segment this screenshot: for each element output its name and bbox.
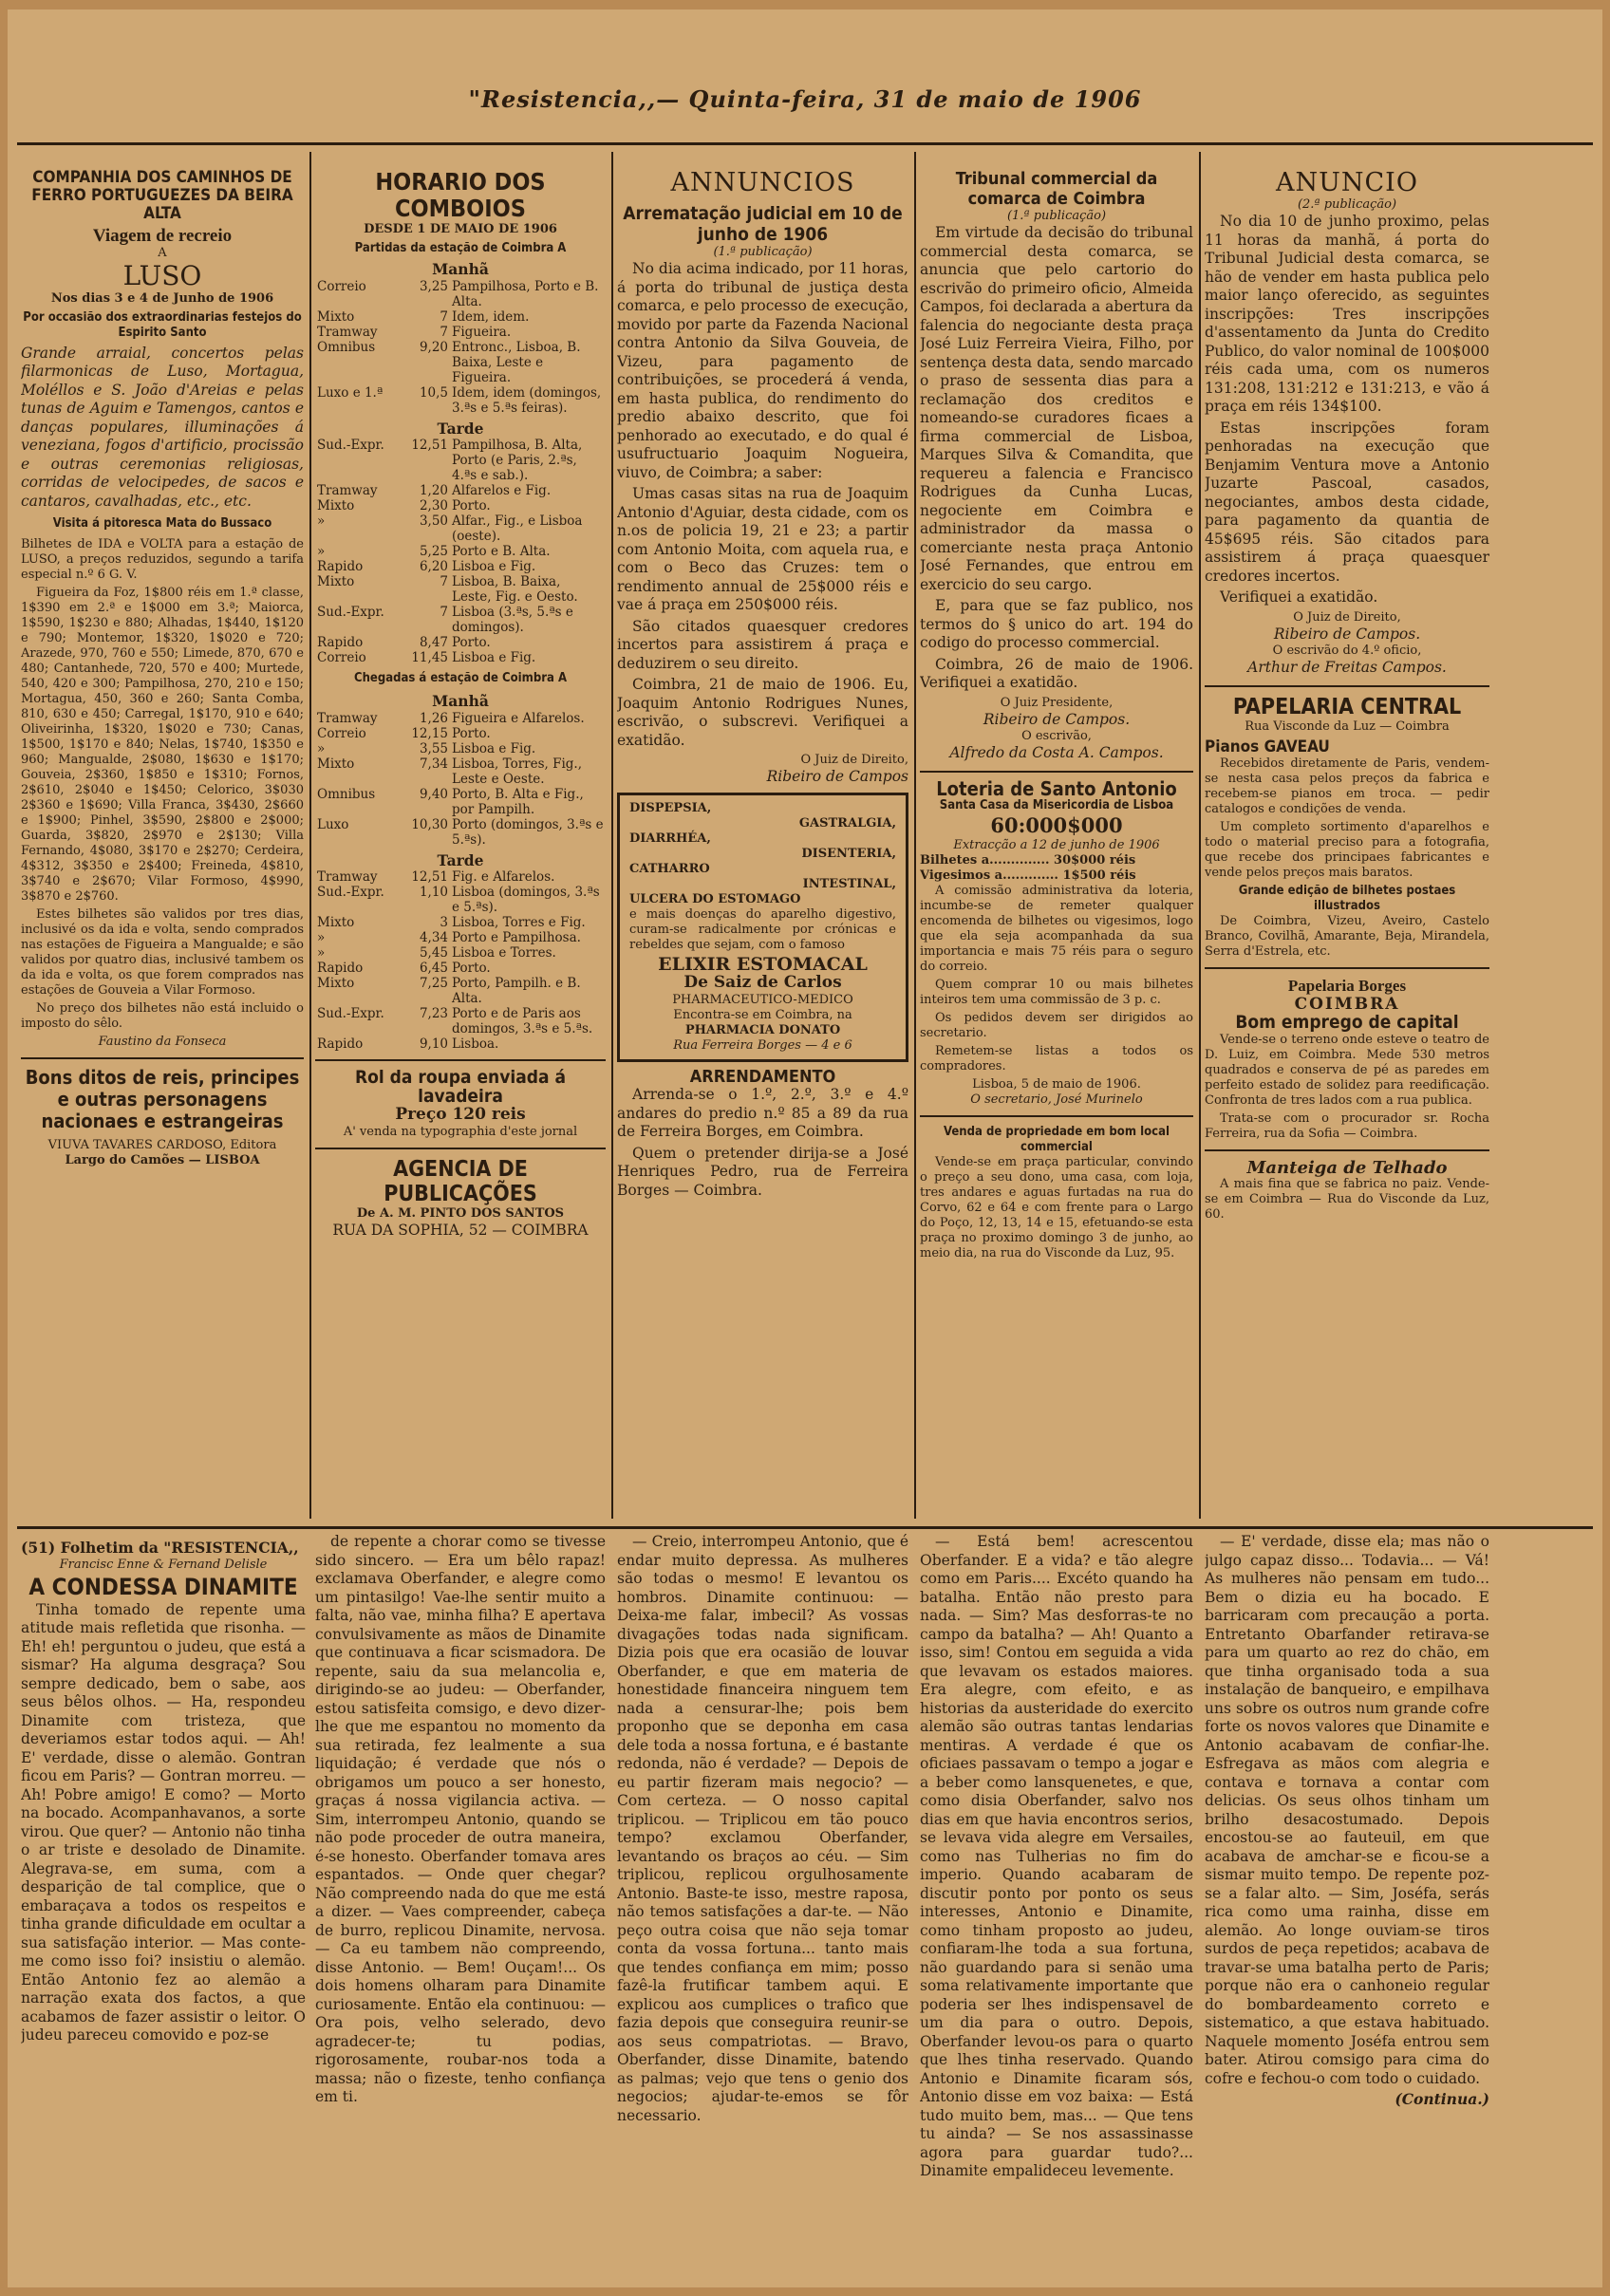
feuilleton-text-1: Tinha tomado de repente uma atitude mais refletida que risonha. — Eh! eh! perguntou o judeu, que está a sismar? Ha alguma desgraça? Sou sempre dedicado, bem o sabe, aos seus bêlos olhos. — Ha, respondeu Dinamite com tristeza, que deveriamos estar todos aqui. — Ah! E' verdade, disse o alemão. Gontran ficou em Paris? — Gontran morreu. — Ah! Pobre amigo! E como? — Morto na bocado. Acompanhavanos, a sorte virou. Que quer? — Antonio não tinha o ar triste e desolado de Dinamite. Alegrava-se, em suma, com a desparição de tal complice, que o embaraçava a todos os respeitos e tinha grande dificuldade em ocultar a sua satisfação interior. — Mas conte-me como isso foi? insistiu o alemão. Então Antonio fez ao alemão a narração exata dos factos, a que acabamos de fazer assistir o leitor. O judeu pareceu comovido e poz-se	[21, 1600, 306, 2044]
schedule-row	[315, 711, 606, 726]
feuilleton-text-3: — Creio, interrompeu Antonio, que é endar muito depressa. As mulheres são todas o mesmo! E levantou os hombros. Dinamite continuou: — Deixa-me falar, imbecil? As vossas divagações todas nada significam. Dizia pois que era ocasião de louvar Oberfander, e que em materia de honestidade financeira ninguem tem nada a censurar-lhe; pois bem proponho que se deponha em casa dele toda a nossa fortuna, e é bastante redonda, não é verdade? — Depois de eu partir fizeram mais negocio? — Com certeza. — O nosso capital triplicou. — Triplicou em tão pouco tempo? exclamou Oberfander, levantando os braços ao céu. — Sim triplicou, replicou orgulhosamente Antonio. Baste-te isso, mestre raposa, não temos satisfações a dar-te. — Não peço outra coisa que não seja tomar conta da vossa fortuna... tanto mais que tendes confiança em mim; posso fazê-la frutificar tambem aqui. E explicou aos cumplices o trafico que fazia depois que conseguira reunir-se aos seus compatriotas. — Bravo, Oberfander, disse Dinamite, batendo as palmas; vejo que tens o genio dos negocios; ajudar-te-emos se fôr necessario.	[617, 1533, 908, 2124]
auction-text-1: No dia acima indicado, por 11 horas, á porta do tribunal de justiça desta comarca, e pelo processo de execução, movido por parte da Fazenda Nacional contra Antonio da Silva Gouveia, de Vizeu, para pagamento de contribuições, se procederá á venda, em hasta publica, do rendimento do predio abaixo descrito, que foi penhorado ao executado, e do qual é usufructuario Joaquim Nogueira, viuvo, de Coimbra; a saber:	[617, 260, 908, 481]
shop-address: Rua Visconde da Luz — Coimbra	[1245, 719, 1450, 734]
train-type: Rapido	[317, 1036, 364, 1052]
ticket-info: Bilhetes de IDA e VOLTA para a estação de LUSO, a preços reduzidos, segundo a tarifa especial n.º 6 G. V.	[21, 537, 304, 582]
train-time: 3	[440, 915, 448, 930]
ailment-list	[629, 801, 896, 907]
train-time: 7,34	[419, 756, 448, 772]
trip-title: Viagem de recreio	[92, 226, 233, 246]
train-time: 1,10	[419, 885, 448, 900]
train-type: Mixto	[317, 574, 355, 589]
schedule-row	[315, 325, 606, 340]
train-type: Mixto	[317, 756, 355, 772]
ailment-line: CATHARRO	[629, 861, 710, 876]
train-route: Porto.	[452, 725, 491, 741]
ailment-line: INTESTINAL,	[802, 876, 896, 891]
bussaco-visit: Visita á pitoresca Mata do Bussaco	[52, 516, 272, 531]
schedule-row	[315, 976, 606, 1006]
schedule-row	[315, 869, 606, 885]
announcements-title: ANNUNCIOS	[670, 169, 855, 197]
lottery-title: Loteria de Santo Antonio	[936, 776, 1177, 800]
train-time: 8,47	[419, 635, 448, 650]
schedule-row	[315, 650, 606, 665]
court-pub: (1.ª publicação)	[1006, 209, 1107, 223]
train-time: 3,55	[419, 740, 448, 756]
court-text-2: E, para que se faz publico, nos termos do § unico do art. 194 do codigo do processo commercial.	[920, 597, 1193, 651]
company-name: COMPANHIA DOS CAMINHOS DE FERRO PORTUGUEZES DA BEIRA ALTA	[31, 169, 293, 223]
train-time: 1,20	[419, 483, 448, 498]
schedule-row	[315, 483, 606, 498]
book-title: Bons ditos de reis, principes e outras personagens nacionaes e estrangeiras	[25, 1066, 300, 1132]
elixir-maker: De Saiz de Carlos	[683, 973, 842, 992]
ailment-line: DISPEPSIA,	[629, 800, 712, 815]
feuilleton-text-4: — Está bem! acrescentou Oberfander. E a vida? e tão alegre como em Paris.... Excéto quando ha batalha. Então não presto para nada. — Sim? Mas desforras-te no campo da batalha? — Ah! Quanto a isso, sim! Contou em seguida a vida que levavam os estados maiores. Era alegre, com efeito, e as historias da austeridade do exercito alemão são outras tantas lendarias mentiras. A verdade é que os oficiaes passavam o tempo a jogar e a beber como lansquenetes, e que, como disia Oberfander, salvo nos dias em que havia encontros serios, se levava vida alegre em Versailes, como nas Tulherias no fim do imperio. Quando acabaram de discutir ponto por ponto os seus interesses, Antonio e Dinamite, como tinham proposto ao judeu, confiaram-lhe toda a sua fortuna, não guardando para si senão uma soma relativamente importante que poderia ser lhes indispensavel de um dia para o outro. Depois, Oberfander levou-os para o quarto que lhes tinha reservado. Quando Antonio e Dinamite ficaram sós, Antonio disse em voz baixa: — Está tudo muito bem, mas... — Que tens tu ainda? — Se nos assassinasse agora para guardar tudo?... Dinamite empalideceu levemente.	[920, 1533, 1193, 2179]
notice-clerk-title: O escrivão do 4.º oficio,	[1272, 644, 1422, 658]
train-route: Porto, B. Alta e Fig., por Pampilh.	[452, 786, 584, 817]
schedule-row	[315, 915, 606, 930]
train-type: »	[317, 740, 326, 756]
train-time: 5,45	[419, 945, 448, 961]
feuilleton-title: A CONDESSA DINAMITE	[28, 1573, 298, 1600]
notice-title: ANUNCIO	[1276, 169, 1418, 197]
schedule-row	[315, 605, 606, 635]
train-type: Mixto	[317, 915, 355, 930]
schedule-row	[315, 726, 606, 741]
train-time: 6,45	[419, 961, 448, 976]
postcards-title: Grande edição de bilhetes postaes illustrados	[1238, 884, 1456, 913]
lease-title: ARRENDAMENTO	[689, 1066, 836, 1087]
train-type: Luxo e 1.ª	[317, 384, 384, 401]
train-time: 7	[440, 308, 448, 325]
president-name: Ribeiro de Campos.	[983, 710, 1131, 728]
column-rule	[914, 152, 916, 1519]
elixir-text: e mais doenças do aparelho digestivo, curam-se radicalmente por crónicas e rebeldes que sejam, com o famoso	[629, 906, 896, 952]
feuilleton-header: Folhetim da "RESISTENCIA,,	[60, 1539, 299, 1557]
train-time: 7	[440, 605, 448, 620]
capital-text: Vende-se o terreno onde esteve o teatro de D. Luiz, em Coimbra. Mede 530 metros quadrados e conserva de pé as paredes em perfeito estado de solidez para reedificação. Confronta de tres lados com a rua publica.	[1205, 1032, 1489, 1108]
feuilleton-col-5	[1205, 1533, 1489, 2273]
train-type: Rapido	[317, 635, 364, 650]
notice-judge: Ribeiro de Campos.	[1273, 625, 1421, 643]
lottery-text-3: Os pedidos devem ser dirigidos ao secretario.	[920, 1011, 1193, 1040]
agency-address: RUA DA SOPHIA, 52 — COIMBRA	[332, 1221, 589, 1239]
train-route: Idem, idem.	[452, 308, 530, 325]
train-time: 1,26	[419, 710, 448, 726]
train-time: 12,51	[411, 438, 448, 453]
feuilleton-col-3	[617, 1533, 908, 2273]
maker-title: PHARMACEUTICO-MEDICO	[672, 992, 853, 1007]
postcards-text: De Coimbra, Vizeu, Aveiro, Castelo Branco, Covilhã, Amarante, Beja, Mirandela, Serra d'Estrela, etc.	[1205, 914, 1489, 959]
departures-afternoon-table	[315, 438, 606, 665]
publisher-address: Largo do Camões — LISBOA	[65, 1153, 260, 1167]
schedule-row	[315, 945, 606, 961]
elixir-name: ELIXIR ESTOMACAL	[658, 953, 868, 975]
schedule-row	[315, 559, 606, 574]
agency-title: AGENCIA DE PUBLICAÇÕES	[384, 1156, 537, 1206]
lottery-date: Lisboa, 5 de maio de 1906.	[972, 1077, 1141, 1092]
publisher: VIUVA TAVARES CARDOSO, Editora	[47, 1138, 277, 1152]
feuilleton-text-2: de repente a chorar como se tivesse sido sincero. — Era um bêlo rapaz! exclamava Oberfander, e alegre como um pintasilgo! Vae-lhe sentir muito a falta, não vae, minha filha? E apertava convulsivamente as mãos de Dinamite que continuava a ficar scismadora. De repente, saiu da sua melancolia e, dirigindo-se ao judeu: — Oberfander, estou satisfeita comsigo, e devo dizer-lhe que me espantou no momento da sua retirada, fez lealmente a sua liquidação; é verdade que nós o obrigamos um pouco a ser honesto, graças á nossa vigilancia activa. — Sim, interrompeu Antonio, quando se não pode proceder de outra maneira, é-se honesto. Oberfander tomava ares espantados. — Onde quer chegar? Não compreendo nada do que me está a dizer. — Vaes compreender, cabeça de burro, replicou Dinamite, nervosa. — Ca eu tambem não compreendo, disse Antonio. — Bem! Ouçam!... Os dois homens olharam para Dinamite curiosamente. Então ela continuou: — Ora pois, velho selerado, devo agradecer-te; tu podias, rigorosamente, roubar-nos toda a massa; não o fizeste, tenho confiança em ti.	[315, 1533, 606, 2105]
schedule-row	[315, 1006, 606, 1036]
train-time: 3,25	[419, 278, 448, 294]
train-type: Correio	[317, 725, 366, 741]
masthead: "Resistencia,,— Quinta-feira, 31 de maio de 1906	[468, 85, 1142, 113]
schedule-row	[315, 279, 606, 309]
train-type: Mixto	[317, 976, 355, 991]
clerk-name: Alfredo da Costa A. Campos.	[949, 744, 1164, 761]
schedule-row	[315, 438, 606, 483]
train-time: 9,20	[419, 339, 448, 355]
notice-judge-title: O Juiz de Direito,	[1293, 609, 1401, 625]
laundry-price: Preço 120 reis	[395, 1105, 526, 1124]
train-route: Lisboa e Fig.	[452, 559, 536, 574]
train-time: 3,50	[419, 513, 448, 529]
dep-afternoon-label: Tarde	[437, 419, 484, 438]
notice-clerk: Arthur de Freitas Campos.	[1247, 659, 1447, 676]
schedule-row	[315, 574, 606, 605]
notice-text: No dia 10 de junho proximo, pelas 11 horas da manhã, á porta do Tribunal Judicial desta comarca, se hão de vender em hasta publica pelo maior lanço oferecido, as seguintes inscripções: Tres inscripções d'assentamento da Junta do Credito Publico, do valor nominal de 100$000 réis cada uma, com os numeros 131:208, 131:212 e 131:213, e vão á praça em réis 134$100.	[1205, 213, 1489, 415]
schedule-row	[315, 930, 606, 945]
trip-a: A	[158, 245, 167, 260]
train-type: »	[317, 544, 326, 559]
train-route: Lisboa e Torres.	[452, 945, 556, 961]
court-text: Em virtude da decisão do tribunal commercial desta comarca, se anuncia que pelo cartorio do escrivão do primeiro oficio, Almeida Campos, foi declarada a abertura da falencia do negociante desta praça José Luiz Ferreira Vieira, Filho, por sentença desta data, sendo marcado o praso de sessenta dias para a reclamação dos creditos e nomeando-se curadores ficaes a firma commercial de Lisboa, Marques Silva & Comandita, que requereu a falencia e Francisco Rodrigues da Cunha Lucas, negociente em Coimbra e administrador da massa o comerciante nesta praça Antonio José Fernandes, que entrou em exercicio do seu cargo.	[920, 224, 1193, 593]
destination: LUSO	[122, 259, 202, 291]
signature: Faustino da Fonseca	[98, 1035, 227, 1049]
found-at: Encontra-se em Coimbra, na	[673, 1007, 852, 1022]
column-railway-ad	[21, 169, 304, 1507]
train-time: 10,5	[419, 384, 448, 401]
arrivals-afternoon-table	[315, 869, 606, 1052]
ticket-price-1: Bilhetes a.............. 30$000 réis	[920, 853, 1136, 868]
feuilleton-number: (51)	[21, 1539, 56, 1557]
lottery-sub: Santa Casa da Misericordia de Lisboa	[939, 798, 1174, 812]
trip-dates: Nos dias 3 e 4 de Junho de 1906	[50, 290, 274, 306]
train-type: Rapido	[317, 961, 364, 976]
capital-text-2: Trata-se com o procurador sr. Rocha Ferreira, rua da Sofia — Coimbra.	[1205, 1111, 1489, 1141]
train-type: Sud.-Expr.	[317, 438, 384, 453]
schedule-row	[315, 498, 606, 513]
masthead-rule	[17, 142, 1593, 145]
schedule-row	[315, 756, 606, 787]
train-route: Porto e B. Alta.	[452, 544, 551, 559]
train-time: 9,10	[419, 1036, 448, 1052]
train-time: 7	[440, 574, 448, 589]
train-time: 7,23	[419, 1006, 448, 1021]
train-time: 4,34	[419, 930, 448, 945]
pharmacy-address: Rua Ferreira Borges — 4 e 6	[673, 1037, 852, 1053]
feuilleton-col-2	[315, 1533, 606, 2273]
train-type: »	[317, 930, 326, 945]
train-type: »	[317, 945, 326, 961]
schedule-row	[315, 635, 606, 650]
borges-city: COIMBRA	[1294, 994, 1400, 1014]
schedule-row	[315, 513, 606, 544]
feuilleton-col-1	[21, 1533, 306, 2273]
borges-title: Papelaria Borges	[1287, 977, 1407, 995]
auction-text-4: Coimbra, 21 de maio de 1906. Eu, Joaquim Antonio Rodrigues Nunes, escrivão, o subscrevi. Verifiquei a exatidão.	[617, 676, 908, 749]
schedule-row	[315, 385, 606, 416]
train-time: 11,45	[411, 650, 448, 665]
column-rule	[1199, 152, 1201, 1519]
capital-title: Bom emprego de capital	[1235, 1012, 1459, 1033]
newspaper-page	[8, 9, 1602, 2287]
train-type: Mixto	[317, 498, 355, 513]
ticket-validity: Estes bilhetes são validos por tres dias, inclusivé os da ida e volta, sendo comprados nas estações de Figueira a Mangualde; e são validos por quatro dias, inclusivé tambem os da ida e volta, os que forem comprados nas estações de Gouveia a Vilar Formoso.	[21, 907, 304, 998]
lottery-text: A comissão administrativa da loteria, incumbe-se de remeter qualquer encomenda de bilhetes ou vigesimos, logo que ela seja acompanhada da sua importancia e mais 75 réis para o seguro do correio.	[920, 884, 1193, 974]
departures-title: Partidas da estação de Coimbra A	[354, 241, 567, 255]
train-route: Porto.	[452, 635, 491, 650]
laundry-sale: A' venda na typographia d'este jornal	[343, 1124, 578, 1139]
schedule-since: DESDE 1 DE MAIO DE 1906	[364, 222, 557, 236]
president-title: O Juiz Presidente,	[1000, 695, 1114, 710]
dep-morning-label: Manhã	[432, 260, 489, 278]
auction-text-3: São citados quaesquer credores incertos para assistirem á praça e deduzirem o seu direito.	[617, 617, 908, 672]
schedule-row	[315, 309, 606, 325]
pianos-text-2: Um completo sortimento d'aparelhos e todo o material preciso para a fotografia, que recebe dos principaes fabricantes e vende pelos preços mais baratos.	[1205, 820, 1489, 880]
departures-morning-table	[315, 279, 606, 416]
train-type: Sud.-Expr.	[317, 1006, 384, 1021]
lease-text-2: Quem o pretender dirija-se a José Henriques Pedro, rua de Ferreira Borges — Coimbra.	[617, 1144, 908, 1199]
schedule-row	[315, 961, 606, 976]
property-text: Vende-se em praça particular, convindo o preço a seu dono, uma casa, com loja, tres andares e aguas furtadas na rua do Corvo, 62 e 64 e com frente para o Largo do Poço, 12, 13, 14 e 15, efetuando-se esta praça no proximo domingo 3 de junho, ao meio dia, na rua do Visconde da Luz, 95.	[920, 1155, 1193, 1260]
pharmacy-name: PHARMACIA DONATO	[684, 1022, 841, 1037]
column-court-lottery	[920, 169, 1193, 1507]
train-route: Porto e Pampilhosa.	[452, 930, 581, 945]
lottery-prize: 60:000$000	[990, 813, 1123, 837]
arrivals-title: Chegadas á estação de Coimbra A	[353, 671, 567, 685]
lottery-text-4: Remetem-se listas a todos os compradores.	[920, 1044, 1193, 1073]
column-announcements	[617, 169, 908, 1507]
train-route: Lisboa.	[452, 1036, 499, 1052]
schedule-row	[315, 741, 606, 756]
pianos-title: Pianos GAVEAU	[1205, 737, 1330, 756]
elixir-ad-box	[617, 793, 908, 1062]
train-time: 9,40	[419, 786, 448, 802]
laundry-title: Rol da roupa enviada á lavadeira	[354, 1067, 567, 1107]
arr-morning-label: Manhã	[432, 692, 489, 710]
auction-title: Arrematação judicial em 10 de junho de 1906	[623, 203, 903, 245]
ailment-line: DIARRHÉA,	[629, 831, 711, 846]
ticket-prices: Figueira da Foz, 1$800 réis em 1.ª classe, 1$390 em 2.ª e 1$000 em 3.ª; Maiorca, 1$590, 1$230 e 880; Alhadas, 1$440, 1$120 e 790; Montemor, 1$320, 1$020 e 720; Arazede, 970, 760 e 550; Limede, 870, 670 e 480; Cantanhede, 720, 570 e 400; Murtede, 540, 420 e 300; Pampilhosa, 270, 210 e 150; Mortagua, 450, 360 e 260; Santa Comba, 810, 630 e 450; Carregal, 1$170, 910 e 640; Oliveirinha, 1$320, 1$020 e 730; Canas, 1$500, 1$170 e 840; Nelas, 1$740, 1$350 e 960; Mangualde, 2$080, 1$630 e 1$170; Gouveia, 2$360, 1$850 e 1$310; Fornos, 2$610, 2$040 e 1$450; Celorico, 3$030 2$360 e 1$690; Villa Franca, 3$430, 2$660 e 1$900; Pinhel, 3$590, 2$800 e 2$000; Guarda, 3$820, 2$970 e 2$130; Villa Fernando, 4$080, 3$170 e 2$270; Cerdeira, 4$312, 3$350 e 2$400; Freineda, 4$810, 3$740 e 2$670; Vilar Formoso, 4$990, 3$870 e 2$760.	[21, 586, 304, 904]
arrivals-morning-table	[315, 711, 606, 848]
lottery-text-2: Quem comprar 10 ou mais bilhetes inteiros tem uma commissão de 3 p. c.	[920, 978, 1193, 1007]
train-time: 12,51	[411, 869, 448, 885]
agency-owner: De A. M. PINTO DOS SANTOS	[356, 1205, 565, 1221]
column-train-schedule	[315, 169, 606, 1507]
ailment-line: DISENTERIA,	[801, 846, 896, 861]
train-route: Lisboa (3.ªs, 5.ªs e domingos).	[452, 605, 573, 635]
train-type: Rapido	[317, 559, 364, 574]
train-time: 6,20	[419, 559, 448, 574]
auction-judge-title: O Juiz de Direito,	[800, 753, 908, 767]
train-route: Figueira e Alfarelos.	[452, 710, 585, 726]
notice-pub: (2.ª publicação)	[1297, 197, 1397, 212]
lottery-draw: Extracção a 12 de junho de 1906	[953, 838, 1160, 852]
train-type: Sud.-Expr.	[317, 885, 384, 900]
ailment-line: ULCERA DO ESTOMAGO	[629, 891, 801, 906]
train-route: Porto, Pampilh. e B. Alta.	[452, 976, 581, 1006]
train-time: 2,30	[419, 498, 448, 513]
train-route: Porto e de Paris aos domingos, 3.ªs e 5.ªs.	[452, 1006, 593, 1036]
train-type: Tramway	[317, 483, 378, 498]
auction-pub: (1.ª publicação)	[713, 245, 813, 259]
train-route: Lisboa, Torres e Fig.	[452, 915, 586, 930]
train-type: Mixto	[317, 308, 355, 325]
occasion: Por occasião dos extraordinarias festejos do Espirito Santo	[23, 309, 302, 340]
train-route: Porto (domingos, 3.ªs e 5.ªs).	[452, 816, 604, 848]
ticket-price-2: Vigesimos a............. 1$500 réis	[920, 868, 1136, 883]
train-route: Idem, idem (domingos, 3.ªs e 5.ªs feiras).	[452, 384, 602, 416]
train-time: 12,15	[411, 725, 448, 741]
butter-text: A mais fina que se fabrica no paiz. Vende-se em Coimbra — Rua do Visconde da Luz, 60.	[1205, 1177, 1489, 1222]
arr-afternoon-label: Tarde	[437, 850, 484, 869]
train-route: Lisboa (domingos, 3.ªs e 5.ªs).	[452, 885, 600, 915]
schedule-row	[315, 1036, 606, 1052]
train-type: Sud.-Expr.	[317, 605, 384, 620]
train-time: 10,30	[411, 816, 448, 832]
festival-program: Grande arraial, concertos pelas filarmonicas de Luso, Mortagua, Moléllos e S. João d'Areias e pelas tunas de Aguim e Tamengos, cantos e danças populares, illuminações á veneziana, fogos d'artificio, procissão e outras ceremonias religiosas, corridas de velocipedes, de sacos e cantaros, cavalhadas, etc., etc.	[21, 344, 304, 510]
property-title: Venda de propriedade em bom local commercial	[944, 1125, 1170, 1154]
notice-text-3: Verifiquei a exatidão.	[1220, 588, 1378, 606]
feuilleton-authors: Francisc Enne & Fernand Delisle	[59, 1557, 268, 1572]
train-type: Tramway	[317, 869, 378, 885]
train-route: Fig. e Alfarelos.	[452, 869, 555, 885]
feuilleton-text-5: — E' verdade, disse ela; mas não o julgo capaz disso... Todavia... — Vá! As mulheres não pensam em tudo... Bem o dizia eu ha bocado. E barricaram com precaução a porta. Entretanto Obarfander retirava-se para um quarto ao rez do chão, em que tinha organisado toda a sua instalação de banqueiro, e empilhava uns sobre os outros num grande cofre forte os novos valores que Dinamite e Antonio acabavam de confiar-lhe. Esfregava as mãos com alegria e contava e tornava a contar com delicias. Os seus olhos tinham um brilho desacostumado. Depois encostou-se ao fauteuil, em que acabava de amchar-se e ficou-se a sismar muito tempo. De repente poz-se a falar alto. — Sim, Joséfa, serás rica como uma rainha, disse em alemão. Ao longe ouviam-se tiros surdos de peça repetidos; acabava de travar-se uma batalha perto de Paris; porque não era o canhoneio regular do bombardeamento correto e sistematico, a que estava habituado. Naquele momento Joséfa entrou sem bater. Atirou comsigo para cima do cofre e fechou-o com todo o cuidado.	[1205, 1533, 1489, 2087]
schedule-row	[315, 544, 606, 559]
train-route: Alfar., Fig., e Lisboa (oeste).	[452, 513, 583, 544]
train-route: Porto.	[452, 961, 491, 976]
train-type: Omnibus	[317, 786, 376, 802]
train-type: Correio	[317, 650, 366, 665]
train-type: Tramway	[317, 324, 378, 340]
train-type: »	[317, 513, 326, 529]
train-type: Luxo	[317, 816, 349, 832]
schedule-title: HORARIO DOS COMBOIOS	[375, 169, 546, 222]
schedule-row	[315, 787, 606, 817]
shop-name: PAPELARIA CENTRAL	[1232, 694, 1462, 719]
column-rule	[611, 152, 613, 1519]
court-text-3: Coimbra, 26 de maio de 1906. Verifiquei a exatidão.	[920, 655, 1193, 691]
train-route: Figueira.	[452, 324, 512, 340]
train-route: Pampilhosa, Porto e B. Alta.	[452, 278, 599, 309]
column-rule	[309, 152, 311, 1519]
train-type: Tramway	[317, 710, 378, 726]
schedule-row	[315, 885, 606, 915]
court-title: Tribunal commercial da comarca de Coimbra	[955, 169, 1158, 209]
ailment-line: GASTRALGIA,	[798, 815, 896, 831]
feuilleton-col-4	[920, 1533, 1193, 2273]
schedule-row	[315, 340, 606, 385]
train-route: Lisboa e Fig.	[452, 650, 536, 665]
train-route: Lisboa, Torres, Fig., Leste e Oeste.	[452, 756, 583, 787]
lease-text: Arrenda-se o 1.º, 2.º, 3.º e 4.º andares do predio n.º 85 a 89 da rua de Ferreira Borges, em Coimbra.	[617, 1086, 908, 1140]
train-route: Porto.	[452, 498, 491, 513]
train-route: Lisboa, B. Baixa, Leste, Fig. e Oesto.	[452, 574, 578, 605]
train-route: Alfarelos e Fig.	[452, 483, 552, 498]
schedule-row	[315, 817, 606, 848]
butter-title: Manteiga de Telhado	[1246, 1157, 1448, 1178]
clerk-title: O escrivão,	[1021, 729, 1092, 743]
notice-text-2: Estas inscripções foram penhoradas na execução que Benjamim Ventura move a Antonio Juzarte Pascoal, casados, negociantes, ambos desta cidade, para pagamento da quantia de 45$695 réis. São citados para assistirem á praça quaesquer credores incertos.	[1205, 419, 1489, 585]
train-route: Entronc., Lisboa, B. Baixa, Leste e Figueira.	[452, 339, 581, 385]
pianos-text: Recebidos diretamente de Paris, vendem-se nesta casa pelos preços da fabrica e recebem-se pianos em troca. — pedir catalogos e condições de venda.	[1205, 756, 1489, 816]
train-type: Correio	[317, 278, 366, 294]
feuilleton-continua: (Continua.)	[1395, 2090, 1489, 2108]
auction-text-2: Umas casas sitas na rua de Joaquim Antonio d'Aguiar, desta cidade, com os n.os de policia 19, 21 e 23; a partir com Antonio Moita, com aquela rua, e com o Beco das Cruzes: tem o rendimento annual de 25$000 réis e vae á praça em 250$000 réis.	[617, 485, 908, 613]
column-notices	[1205, 169, 1489, 1507]
train-time: 7	[440, 324, 448, 340]
auction-judge: Ribeiro de Campos	[766, 768, 908, 785]
train-route: Lisboa e Fig.	[452, 740, 536, 756]
train-time: 5,25	[419, 544, 448, 559]
train-type: Omnibus	[317, 339, 376, 355]
feuilleton-rule	[17, 1526, 1593, 1529]
stamp-tax: No preço dos bilhetes não está incluido o imposto do sêlo.	[21, 1001, 304, 1031]
train-route: Pampilhosa, B. Alta, Porto (e Paris, 2.ªs, 4.ªs e sab.).	[452, 438, 583, 483]
lottery-secretary: O secretario, José Murinelo	[970, 1092, 1143, 1107]
train-time: 7,25	[419, 976, 448, 991]
